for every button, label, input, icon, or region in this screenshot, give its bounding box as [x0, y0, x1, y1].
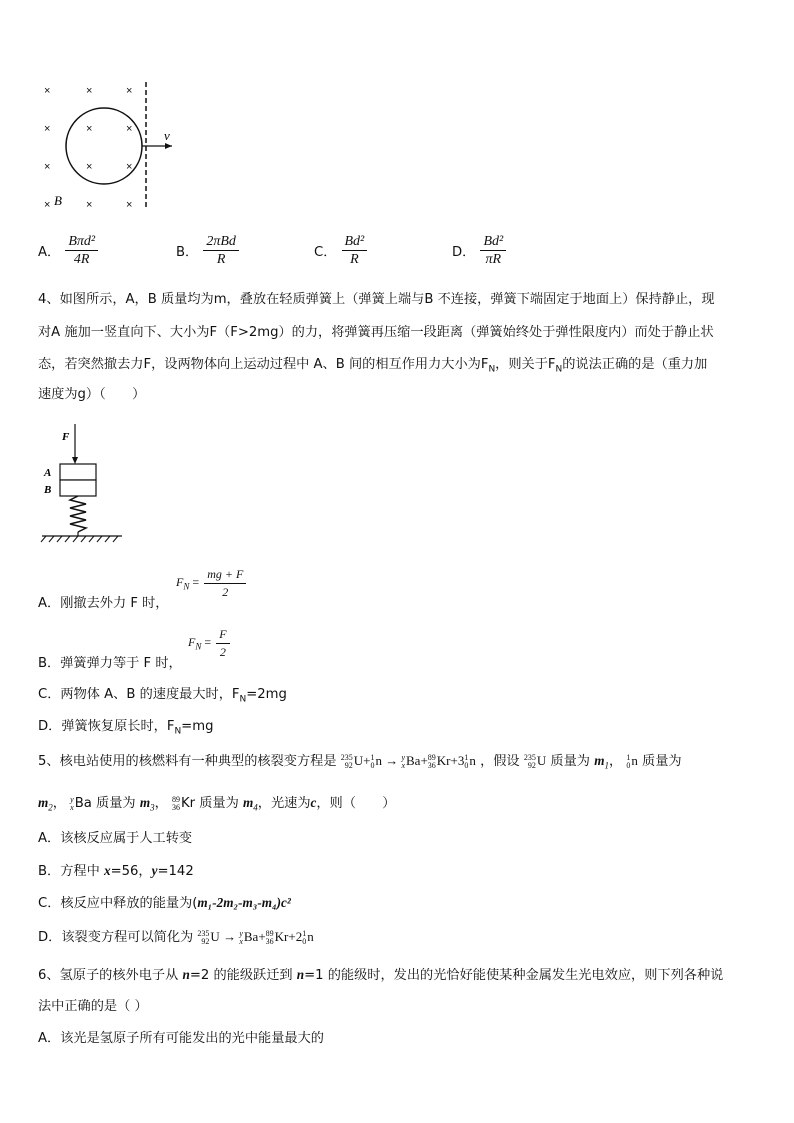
- ground-hatch: [41, 536, 118, 542]
- block-a: [60, 464, 96, 480]
- q4-option-a[interactable]: $_{A.刚撤去外力 F 时,}$ $F_N$ = $\frac{mg + F}{2}$: [38, 566, 169, 610]
- q6-stem-line1: 6、氢原子的核外电子从 n=2 的能级跃迁到 n=1 的能级时，发出的光恰好能使某种金属发生光电效应，则下列各种说: [38, 967, 724, 983]
- q6-stem-line2: 法中正确的是（ ）: [38, 999, 148, 1014]
- q5-stem-line2: $m_2$， y x Ba 质量为 $m_3$， 89 36 Kr 质量为 $m_4$，光速为c，则（ ）: [38, 795, 396, 813]
- q5-option-c[interactable]: C．核反应中释放的能量为(m₁-2m₂-m₃-m₄)c²: [38, 895, 291, 911]
- block-b-label: B: [44, 484, 52, 496]
- q4-stem-line2: 对A 施加一竖直向下、大小为F（F>2mg）的力，将弹簧再压缩一段距离（弹簧始终处于弹性限度内）而处于静止状: [38, 325, 714, 340]
- q3-options: [38, 233, 598, 277]
- cross-mark: ×: [86, 123, 93, 135]
- cross-mark: ×: [86, 199, 93, 211]
- cross-mark: ×: [86, 161, 93, 173]
- force-label: F: [62, 431, 70, 443]
- block-b: [60, 480, 96, 496]
- field-label: B: [54, 193, 62, 208]
- q4-option-c[interactable]: C．两物体 A、B 的速度最大时，$F_N=2mg$: [38, 687, 287, 705]
- q4-stem-line4: 速度为g）（ ）: [38, 387, 146, 402]
- q5-option-d[interactable]: D．该裂变方程可以简化为 235 92 U → y x Ba+ 89 36 Kr+2 1 0 n: [38, 929, 314, 947]
- q3-option-c[interactable]: C． $\frac{\text{Bd²}}{R}$: [314, 233, 367, 268]
- q4-option-d[interactable]: D．弹簧恢复原长时，$F_N=mg$: [38, 719, 214, 737]
- cross-mark: ×: [44, 123, 51, 135]
- q5-stem-line1: 5、核电站使用的核燃料有一种典型的核裂变方程是 235 92 U+ 1 0 n → y x Ba+ 89 36 Kr+3 1 0 n ，假设 235 92 U 质量为 $m_1$， 1 0 n 质量为: [38, 753, 682, 771]
- figure-magnetic-circle: [36, 78, 186, 218]
- cross-mark: ×: [44, 161, 51, 173]
- cross-mark: ×: [44, 85, 51, 97]
- cross-mark: ×: [126, 161, 133, 173]
- q3-option-d[interactable]: D． $\frac{\text{Bd²}}{\pi R}$: [452, 233, 506, 268]
- cross-mark: ×: [44, 199, 51, 211]
- figure-spring-blocks: [38, 422, 128, 548]
- cross-mark: ×: [126, 85, 133, 97]
- q4-option-b[interactable]: $_{B.弹簧弹力等于 F 时,}$ $F_N$ = $\frac{F}{2}$: [38, 626, 182, 670]
- q4-stem-line1: 4、如图所示，A，B 质量均为m，叠放在轻质弹簧上（弹簧上端与B 不连接，弹簧下端固定于地面上）保持静止，现: [38, 292, 715, 307]
- cross-mark: ×: [86, 85, 93, 97]
- velocity-label: v: [164, 128, 170, 143]
- q3-option-a[interactable]: A． $\frac{\text{Bπd²}}{4R}$: [38, 233, 98, 268]
- coil-circle: [66, 108, 142, 184]
- fission-equation: 235 92 U+ 1 0 n → y x Ba+ 89 36 Kr+3 1 0 n: [340, 753, 476, 771]
- cross-mark: ×: [126, 123, 133, 135]
- cross-mark: ×: [126, 199, 133, 211]
- block-a-label: A: [44, 467, 52, 479]
- q5-option-a[interactable]: A．该核反应属于人工转变: [38, 831, 193, 846]
- q4-stem-line3: 态，若突然撤去力F，设两物体向上运动过程中 A、B 间的相互作用力大小为$F_N$，则关于$F_N$的说法正确的是（重力加: [38, 357, 708, 375]
- q5-option-b[interactable]: B．方程中 x=56，y=142: [38, 863, 194, 879]
- spring: [70, 496, 86, 532]
- q3-option-b[interactable]: B． $\frac{\text{2πBd}}{R}$: [176, 233, 239, 268]
- q6-option-a[interactable]: A．该光是氢原子所有可能发出的光中能量最大的: [38, 1031, 324, 1046]
